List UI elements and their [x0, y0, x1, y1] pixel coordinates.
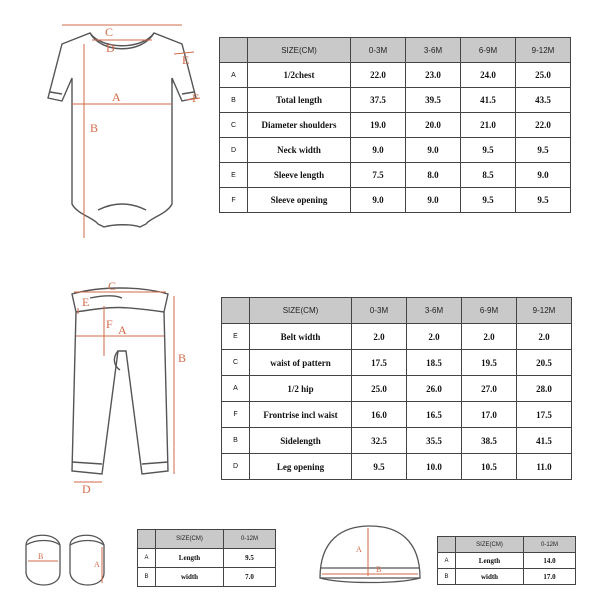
row-key: D: [220, 138, 248, 163]
mittens-diagram: [16, 525, 116, 597]
bodysuit-label-c: C: [105, 25, 114, 39]
header-size-1: 3-6M: [407, 298, 462, 324]
cell-value: 7.5: [351, 163, 406, 188]
cell-value: 26.0: [407, 376, 462, 402]
row-key: C: [222, 350, 250, 376]
cell-value: 16.5: [407, 402, 462, 428]
cell-value: 37.5: [351, 88, 406, 113]
cell-value: 32.5: [352, 428, 407, 454]
table-row: [138, 568, 276, 587]
row-name: Diameter shoulders: [248, 113, 351, 138]
header-size: SIZE(CM): [248, 38, 351, 63]
table-row: [438, 569, 576, 585]
header-size-1: 3-6M: [406, 38, 461, 63]
row-name: Length: [456, 553, 524, 569]
cell-value: 8.5: [461, 163, 516, 188]
cell-value: 19.5: [462, 350, 517, 376]
cell-value: 22.0: [516, 113, 571, 138]
cell-value: 25.0: [516, 63, 571, 88]
cell-value: 7.0: [224, 568, 276, 587]
table-row: [438, 553, 576, 569]
header-size-2: 6-9M: [462, 298, 517, 324]
pants-label-f: F: [106, 317, 113, 331]
hat-size-table: [437, 536, 576, 585]
table-row: [220, 88, 571, 113]
cell-value: 2.0: [352, 324, 407, 350]
pants-label-e: E: [82, 295, 90, 309]
bodysuit-label-a: A: [112, 90, 121, 104]
cell-value: 9.5: [516, 188, 571, 213]
cell-value: 2.0: [462, 324, 517, 350]
table-row: [222, 324, 572, 350]
cell-value: 8.0: [406, 163, 461, 188]
cell-value: 16.0: [352, 402, 407, 428]
cell-value: 35.5: [407, 428, 462, 454]
header-size: SIZE(CM): [156, 530, 224, 549]
cell-value: 9.5: [224, 549, 276, 568]
cell-value: 21.0: [461, 113, 516, 138]
cell-value: 17.0: [524, 569, 576, 585]
row-key: E: [220, 163, 248, 188]
row-name: width: [456, 569, 524, 585]
row-key: A: [222, 376, 250, 402]
pants-label-a: A: [118, 323, 127, 337]
cell-value: 9.5: [352, 454, 407, 480]
cell-value: 9.0: [406, 188, 461, 213]
cell-value: 41.5: [517, 428, 572, 454]
cell-value: 9.0: [351, 138, 406, 163]
table-row: [222, 350, 572, 376]
cell-value: 39.5: [406, 88, 461, 113]
table-row: [222, 454, 572, 480]
row-name: Belt width: [250, 324, 352, 350]
pants-label-c: C: [108, 279, 117, 293]
bodysuit-diagram: [22, 14, 212, 249]
bodysuit-label-e: E: [182, 53, 190, 67]
row-name: Sidelength: [250, 428, 352, 454]
cell-value: 18.5: [407, 350, 462, 376]
table-row: [220, 163, 571, 188]
cell-value: 20.5: [517, 350, 572, 376]
cell-value: 17.5: [517, 402, 572, 428]
row-name: width: [156, 568, 224, 587]
cell-value: 9.0: [351, 188, 406, 213]
table-row: [220, 138, 571, 163]
row-name: Neck width: [248, 138, 351, 163]
pants-size-table: [221, 297, 572, 480]
cell-value: 25.0: [352, 376, 407, 402]
cell-value: 23.0: [406, 63, 461, 88]
row-key: C: [220, 113, 248, 138]
mittens-size-table: [137, 529, 276, 587]
row-key: E: [222, 324, 250, 350]
row-key: B: [222, 428, 250, 454]
table-row: [222, 402, 572, 428]
cell-value: 20.0: [406, 113, 461, 138]
hat-label-b: B: [376, 565, 382, 574]
header-size-0: 0-12M: [224, 530, 276, 549]
row-key: A: [438, 553, 456, 569]
pants-diagram: [60, 276, 190, 496]
cell-value: 2.0: [407, 324, 462, 350]
row-name: waist of pattern: [250, 350, 352, 376]
header-size-0: 0-3M: [351, 38, 406, 63]
cell-value: 19.0: [351, 113, 406, 138]
mittens-label-a: A: [94, 560, 100, 569]
header-blank: [438, 537, 456, 553]
header-size-3: 9-12M: [516, 38, 571, 63]
cell-value: 22.0: [351, 63, 406, 88]
cell-value: 41.5: [461, 88, 516, 113]
row-key: B: [220, 88, 248, 113]
header-blank: [138, 530, 156, 549]
cell-value: 9.0: [516, 163, 571, 188]
table-row: [220, 63, 571, 88]
bodysuit-label-b: B: [90, 121, 99, 135]
hat-label-a: A: [356, 545, 362, 554]
cell-value: 38.5: [462, 428, 517, 454]
cell-value: 2.0: [517, 324, 572, 350]
hat-diagram: [312, 520, 428, 596]
cell-value: 9.5: [461, 188, 516, 213]
row-name: Length: [156, 549, 224, 568]
cell-value: 17.5: [352, 350, 407, 376]
row-key: F: [222, 402, 250, 428]
header-size: SIZE(CM): [456, 537, 524, 553]
row-name: Sleeve opening: [248, 188, 351, 213]
cell-value: 9.5: [516, 138, 571, 163]
cell-value: 24.0: [461, 63, 516, 88]
row-key: A: [138, 549, 156, 568]
cell-value: 43.5: [516, 88, 571, 113]
row-key: B: [138, 568, 156, 587]
cell-value: 10.0: [407, 454, 462, 480]
table-row: [220, 188, 571, 213]
cell-value: 9.0: [406, 138, 461, 163]
pants-label-d: D: [82, 482, 91, 496]
bodysuit-label-d: D: [106, 41, 115, 55]
row-name: 1/2 hip: [250, 376, 352, 402]
table-row: [138, 549, 276, 568]
cell-value: 14.0: [524, 553, 576, 569]
cell-value: 9.5: [461, 138, 516, 163]
row-name: Total length: [248, 88, 351, 113]
cell-value: 28.0: [517, 376, 572, 402]
bodysuit-label-f: F: [192, 91, 199, 105]
cell-value: 11.0: [517, 454, 572, 480]
header-size: SIZE(CM): [250, 298, 352, 324]
row-name: Sleeve length: [248, 163, 351, 188]
table-row: [220, 113, 571, 138]
row-name: Leg opening: [250, 454, 352, 480]
mittens-label-b: B: [38, 552, 44, 561]
row-name: 1/2chest: [248, 63, 351, 88]
table-row: [222, 428, 572, 454]
row-key: A: [220, 63, 248, 88]
cell-value: 10.5: [462, 454, 517, 480]
row-name: Frontrise incl waist: [250, 402, 352, 428]
row-key: F: [220, 188, 248, 213]
header-size-2: 6-9M: [461, 38, 516, 63]
cell-value: 27.0: [462, 376, 517, 402]
header-blank: [222, 298, 250, 324]
pants-label-b: B: [178, 351, 187, 365]
bodysuit-size-table: [219, 37, 571, 213]
cell-value: 17.0: [462, 402, 517, 428]
header-size-0: 0-3M: [352, 298, 407, 324]
row-key: D: [222, 454, 250, 480]
header-blank: [220, 38, 248, 63]
header-size-3: 9-12M: [517, 298, 572, 324]
table-row: [222, 376, 572, 402]
row-key: B: [438, 569, 456, 585]
header-size-0: 0-12M: [524, 537, 576, 553]
